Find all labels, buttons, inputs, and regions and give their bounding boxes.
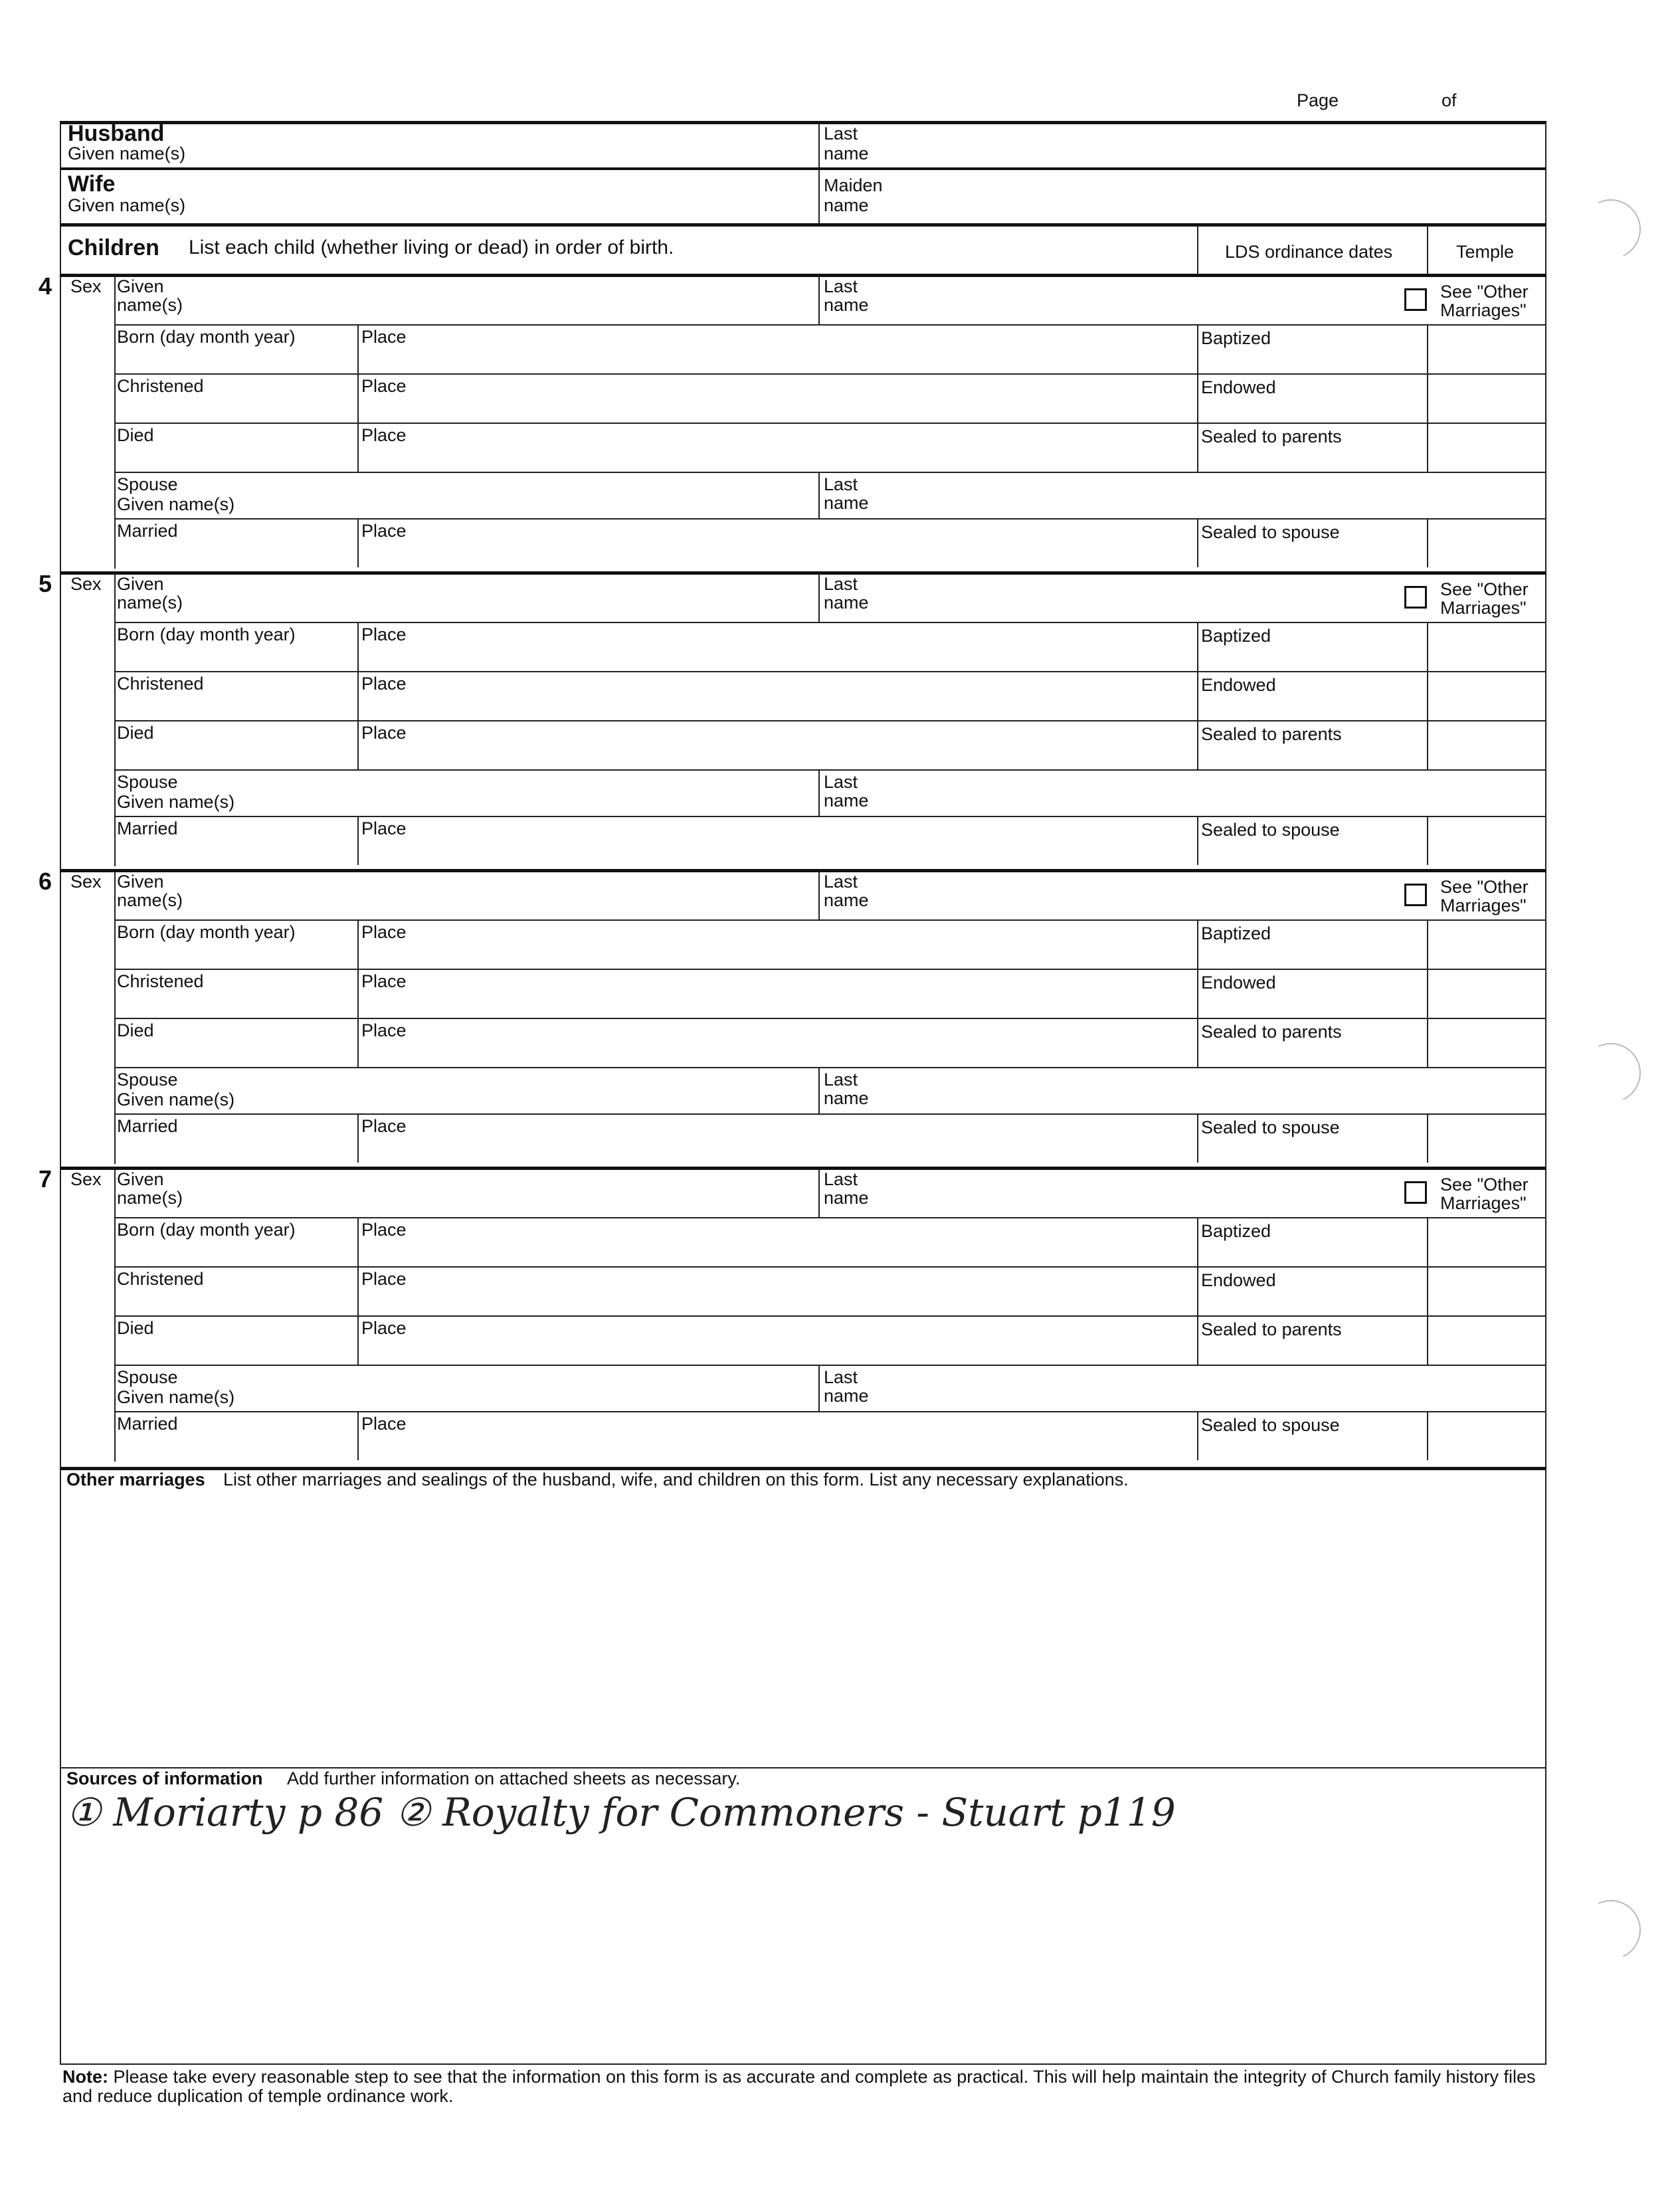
child-1-other-marriages-checkbox[interactable] — [1404, 288, 1427, 311]
child-4-died-place-divider — [357, 1315, 359, 1365]
child-2-sealed_parents-label: Sealed to parents — [1201, 724, 1342, 744]
punch-hole-top — [1572, 191, 1649, 267]
children-lds-divider — [1197, 226, 1198, 274]
child-2-died-place-label: Place — [361, 723, 407, 743]
child-1-spouse-label: Spouse — [117, 474, 178, 494]
child-4-spouse-last-label-2: name — [824, 1386, 869, 1406]
child-4-baptized-divider — [1197, 1217, 1198, 1266]
husband-top-rule — [60, 121, 1546, 124]
child-3-christened-place-label: Place — [361, 971, 407, 991]
child-4-married-rule — [114, 1411, 1546, 1412]
child-4-top-rule — [60, 1167, 1546, 1170]
husband-given-label: Given name(s) — [68, 143, 186, 163]
child-3-died-label: Died — [117, 1020, 154, 1040]
child-4-other-marriages-checkbox[interactable] — [1404, 1181, 1427, 1204]
child-4-married-place-divider — [357, 1411, 359, 1460]
child-4-endowed-divider — [1197, 1266, 1198, 1315]
child-2-died-place-divider — [357, 720, 359, 769]
child-4-christened-rule — [114, 1266, 1546, 1268]
child-1-born-rule — [114, 324, 1546, 326]
child-4-spouse-given-label: Given name(s) — [117, 1387, 235, 1407]
sources-instruction: Add further information on attached sheets as necessary. — [287, 1768, 741, 1788]
child-2-other-marriages-checkbox[interactable] — [1404, 586, 1427, 609]
child-1-sealed_parents-label: Sealed to parents — [1201, 427, 1342, 446]
child-4-sealed_parents-label: Sealed to parents — [1201, 1319, 1342, 1339]
child-4-died-label: Died — [117, 1318, 154, 1338]
child-2-sealed-spouse-temple-divider — [1427, 816, 1428, 865]
child-4-died-place-label: Place — [361, 1318, 407, 1338]
wife-divider — [818, 170, 820, 225]
child-2-christened-place-divider — [357, 671, 359, 720]
other-marriages-title: Other marriages — [66, 1470, 205, 1489]
child-2-born-label: Born (day month year) — [117, 624, 296, 644]
child-4-see-other-label: See "Other — [1440, 1175, 1529, 1194]
child-4-given-label-1: Given — [117, 1169, 164, 1189]
child-1-baptized-temple-divider — [1427, 324, 1428, 373]
child-1-baptized-label: Baptized — [1201, 328, 1271, 348]
child-2-spouse-given-label: Given name(s) — [117, 792, 235, 812]
child-3-married-rule — [114, 1113, 1546, 1115]
child-4-endowed-label: Endowed — [1201, 1270, 1276, 1290]
child-3-married-place-label: Place — [361, 1116, 407, 1136]
child-4-died-rule — [114, 1315, 1546, 1317]
child-4-born-place-field[interactable] — [360, 1240, 1194, 1265]
frame-right — [1545, 121, 1546, 2065]
child-4-died-place-field[interactable] — [360, 1338, 1194, 1363]
child-2-spouse-last-label-1: Last — [824, 772, 858, 792]
husband-last-label-2: name — [824, 143, 869, 163]
child-4-sealed-spouse-temple-divider — [1427, 1411, 1428, 1460]
child-1-christened-label: Christened — [117, 376, 204, 396]
child-1-married-label: Married — [117, 521, 178, 541]
child-1-baptized-divider — [1197, 324, 1198, 373]
child-3-spouse-divider — [818, 1067, 820, 1113]
child-1-name-divider — [818, 276, 820, 324]
child-1-born-place-field[interactable] — [360, 347, 1194, 372]
child-4-last-label-2: name — [824, 1188, 869, 1208]
child-1-endowed-temple-divider — [1427, 373, 1428, 423]
child-1-spouse-given-label: Given name(s) — [117, 494, 235, 514]
child-1-died-place-divider — [357, 423, 359, 472]
child-3-see-other-label: See "Other — [1440, 877, 1529, 897]
child-2-name-divider — [818, 574, 820, 622]
child-3-died-rule — [114, 1018, 1546, 1019]
child-4-last-label-1: Last — [824, 1169, 858, 1189]
child-3-number: 6 — [39, 868, 52, 895]
child-3-christened-place-divider — [357, 969, 359, 1018]
child-3-sealed-spouse-temple-divider — [1427, 1113, 1428, 1163]
child-2-sealed-spouse-divider — [1197, 816, 1198, 865]
children-instruction: List each child (whether living or dead) in order of birth. — [189, 237, 674, 258]
child-4-sex-label: Sex — [70, 1169, 102, 1189]
child-2-born-rule — [114, 622, 1546, 623]
child-1-sealed-spouse-temple-divider — [1427, 518, 1428, 567]
child-1-endowed-divider — [1197, 373, 1198, 423]
child-1-given-label-2: name(s) — [117, 295, 183, 315]
punch-hole-bottom — [1572, 1891, 1649, 1968]
child-3-married-label: Married — [117, 1116, 178, 1136]
child-4-married-label: Married — [117, 1414, 178, 1434]
temple-label: Temple — [1456, 242, 1515, 262]
child-3-spouse-last-label-2: name — [824, 1088, 869, 1108]
child-3-last-label-1: Last — [824, 872, 858, 892]
child-4-marriages-label: Marriages" — [1440, 1193, 1527, 1213]
child-3-name-divider — [818, 872, 820, 919]
child-1-sealed-spouse-label: Sealed to spouse — [1201, 522, 1340, 542]
child-1-sealed_parents-temple-divider — [1427, 423, 1428, 472]
child-2-number: 5 — [39, 570, 52, 597]
child-4-sealed-spouse-label: Sealed to spouse — [1201, 1415, 1340, 1435]
lds-ordinance-label: LDS ordinance dates — [1225, 242, 1393, 262]
child-3-top-rule — [60, 869, 1546, 872]
child-4-christened-place-field[interactable] — [360, 1289, 1194, 1314]
child-4-born-label: Born (day month year) — [117, 1220, 296, 1240]
child-3-endowed-label: Endowed — [1201, 973, 1276, 993]
child-4-endowed-temple-divider — [1427, 1266, 1428, 1315]
child-3-born-place-field[interactable] — [360, 942, 1194, 967]
child-1-see-other-label: See "Other — [1440, 282, 1529, 302]
punch-hole-middle — [1572, 1034, 1649, 1111]
child-2-married-place-divider — [357, 816, 359, 865]
child-4-name-divider — [818, 1169, 820, 1217]
child-1-spouse-rule — [114, 472, 1546, 473]
child-2-endowed-divider — [1197, 671, 1198, 720]
child-2-baptized-label: Baptized — [1201, 626, 1271, 646]
child-2-endowed-temple-divider — [1427, 671, 1428, 720]
child-3-married-place-divider — [357, 1113, 359, 1163]
child-1-number: 4 — [39, 272, 52, 300]
child-2-spouse-label: Spouse — [117, 772, 178, 792]
child-1-christened-rule — [114, 373, 1546, 375]
child-3-baptized-label: Baptized — [1201, 923, 1271, 943]
child-1-marriages-label: Marriages" — [1440, 300, 1527, 320]
child-2-sex-label: Sex — [70, 574, 102, 594]
child-2-christened-place-field[interactable] — [360, 694, 1194, 719]
wife-maiden-label-2: name — [824, 195, 869, 215]
child-3-born-place-label: Place — [361, 922, 407, 942]
child-1-given-label-1: Given — [117, 276, 164, 296]
husband-title: Husband — [68, 121, 165, 146]
child-2-last-label-2: name — [824, 593, 869, 613]
child-2-baptized-temple-divider — [1427, 622, 1428, 671]
wife-given-label: Given name(s) — [68, 195, 186, 215]
child-1-top-rule — [60, 274, 1546, 277]
note-title: Note: — [62, 2067, 108, 2087]
child-2-christened-label: Christened — [117, 674, 204, 694]
child-2-sealed-spouse-label: Sealed to spouse — [1201, 820, 1340, 840]
note-text: Please take every reasonable step to see that the information on this form is as accurate and complete as practical. This will help maintain the integrity of Church family history files and reduce duplication of temple ordinance work. — [62, 2067, 1536, 2106]
child-3-sex-label: Sex — [70, 872, 102, 892]
child-3-born-place-divider — [357, 919, 359, 969]
child-4-married-place-label: Place — [361, 1414, 407, 1434]
child-3-christened-rule — [114, 969, 1546, 970]
child-3-sealed_parents-divider — [1197, 1018, 1198, 1067]
child-2-died-rule — [114, 720, 1546, 721]
child-3-endowed-divider — [1197, 969, 1198, 1018]
child-2-endowed-label: Endowed — [1201, 675, 1276, 695]
child-4-sealed-spouse-divider — [1197, 1411, 1198, 1460]
child-1-sealed_parents-divider — [1197, 423, 1198, 472]
child-2-given-label-2: name(s) — [117, 593, 183, 613]
child-3-born-label: Born (day month year) — [117, 922, 296, 942]
child-1-sealed-spouse-divider — [1197, 518, 1198, 567]
sources-top-rule — [60, 1767, 1546, 1768]
child-3-sealed-spouse-label: Sealed to spouse — [1201, 1117, 1340, 1137]
child-4-christened-label: Christened — [117, 1269, 204, 1289]
child-1-spouse-divider — [818, 472, 820, 518]
child-1-married-place-divider — [357, 518, 359, 567]
child-1-died-place-label: Place — [361, 425, 407, 445]
page-label: Page — [1297, 90, 1339, 110]
child-2-married-place-label: Place — [361, 818, 407, 838]
child-4-spouse-label: Spouse — [117, 1367, 178, 1387]
child-1-married-place-label: Place — [361, 521, 407, 541]
frame-left — [60, 121, 61, 2065]
child-2-married-rule — [114, 816, 1546, 817]
child-1-spouse-last-label-1: Last — [824, 474, 858, 494]
child-3-last-label-2: name — [824, 890, 869, 910]
child-2-christened-place-label: Place — [361, 674, 407, 694]
child-1-christened-place-divider — [357, 373, 359, 423]
child-3-endowed-temple-divider — [1427, 969, 1428, 1018]
child-3-baptized-divider — [1197, 919, 1198, 969]
child-1-born-label: Born (day month year) — [117, 327, 296, 347]
child-4-spouse-divider — [818, 1365, 820, 1411]
child-2-christened-rule — [114, 671, 1546, 672]
child-2-given-label-1: Given — [117, 574, 164, 594]
child-3-died-place-divider — [357, 1018, 359, 1067]
child-3-spouse-given-label: Given name(s) — [117, 1090, 235, 1109]
child-3-born-rule — [114, 919, 1546, 921]
child-1-last-label-2: name — [824, 295, 869, 315]
children-title: Children — [68, 235, 159, 260]
child-1-endowed-label: Endowed — [1201, 377, 1276, 397]
wife-maiden-label-1: Maiden — [824, 175, 883, 195]
child-1-sex-label: Sex — [70, 276, 102, 296]
child-3-spouse-last-label-1: Last — [824, 1070, 858, 1090]
child-2-spouse-rule — [114, 769, 1546, 771]
child-1-last-label-1: Last — [824, 276, 858, 296]
child-3-given-label-1: Given — [117, 872, 164, 892]
child-3-sealed_parents-label: Sealed to parents — [1201, 1022, 1342, 1042]
child-2-see-other-label: See "Other — [1440, 579, 1529, 599]
child-3-died-place-field[interactable] — [360, 1040, 1194, 1066]
child-2-married-label: Married — [117, 818, 178, 838]
child-4-born-place-divider — [357, 1217, 359, 1266]
child-2-marriages-label: Marriages" — [1440, 598, 1527, 618]
child-3-marriages-label: Marriages" — [1440, 896, 1527, 915]
child-4-spouse-last-label-1: Last — [824, 1367, 858, 1387]
children-top-rule — [60, 223, 1546, 227]
child-4-baptized-label: Baptized — [1201, 1221, 1271, 1241]
child-2-spouse-last-label-2: name — [824, 791, 869, 811]
child-4-baptized-temple-divider — [1427, 1217, 1428, 1266]
child-2-died-label: Died — [117, 723, 154, 743]
sources-title: Sources of information — [66, 1768, 263, 1788]
child-1-married-rule — [114, 518, 1546, 520]
child-4-christened-place-label: Place — [361, 1269, 407, 1289]
child-3-given-label-2: name(s) — [117, 890, 183, 910]
child-3-christened-label: Christened — [117, 971, 204, 991]
husband-last-label-1: Last — [824, 124, 858, 143]
child-2-spouse-divider — [818, 769, 820, 816]
child-2-top-rule — [60, 571, 1546, 575]
child-1-died-label: Died — [117, 425, 154, 445]
child-1-born-place-divider — [357, 324, 359, 373]
child-4-sealed_parents-divider — [1197, 1315, 1198, 1365]
sources-field[interactable] — [62, 1790, 1544, 2062]
child-1-christened-place-field[interactable] — [360, 396, 1194, 421]
child-4-sealed_parents-temple-divider — [1427, 1315, 1428, 1365]
child-4-given-label-2: name(s) — [117, 1188, 183, 1208]
child-1-spouse-last-label-2: name — [824, 493, 869, 513]
child-2-sealed_parents-temple-divider — [1427, 720, 1428, 769]
child-3-spouse-rule — [114, 1067, 1546, 1068]
note-block — [62, 2067, 1550, 2106]
child-4-christened-place-divider — [357, 1266, 359, 1315]
child-2-born-place-label: Place — [361, 624, 407, 644]
child-2-born-place-field[interactable] — [360, 644, 1194, 670]
child-4-number: 7 — [39, 1165, 52, 1193]
child-3-sealed_parents-temple-divider — [1427, 1018, 1428, 1067]
husband-divider — [818, 124, 820, 167]
sources-handwritten-entry: ① Moriarty p 86 ② Royalty for Commoners - Stuart p119 — [66, 1790, 1176, 1835]
wife-top-rule — [60, 167, 1546, 170]
child-3-spouse-label: Spouse — [117, 1070, 178, 1090]
of-label: of — [1442, 90, 1457, 110]
children-temple-divider — [1427, 226, 1428, 274]
child-4-spouse-rule — [114, 1365, 1546, 1366]
child-1-christened-place-label: Place — [361, 376, 407, 396]
child-2-died-place-field[interactable] — [360, 743, 1194, 768]
other-marriages-field[interactable] — [62, 1491, 1544, 1763]
child-2-born-place-divider — [357, 622, 359, 671]
child-4-born-rule — [114, 1217, 1546, 1218]
child-3-christened-place-field[interactable] — [360, 991, 1194, 1016]
child-1-died-place-field[interactable] — [360, 445, 1194, 470]
wife-title: Wife — [68, 171, 116, 197]
child-2-sealed_parents-divider — [1197, 720, 1198, 769]
child-3-other-marriages-checkbox[interactable] — [1404, 884, 1427, 906]
child-3-sealed-spouse-divider — [1197, 1113, 1198, 1163]
child-3-died-place-label: Place — [361, 1020, 407, 1040]
sources-bottom-rule — [60, 2063, 1546, 2065]
other-marriages-instruction: List other marriages and sealings of the husband, wife, and children on this form. List any necessary explanations. — [223, 1470, 1129, 1489]
child-2-baptized-divider — [1197, 622, 1198, 671]
child-2-last-label-1: Last — [824, 574, 858, 594]
child-1-died-rule — [114, 423, 1546, 424]
child-3-baptized-temple-divider — [1427, 919, 1428, 969]
child-4-born-place-label: Place — [361, 1220, 407, 1240]
child-1-born-place-label: Place — [361, 327, 407, 347]
